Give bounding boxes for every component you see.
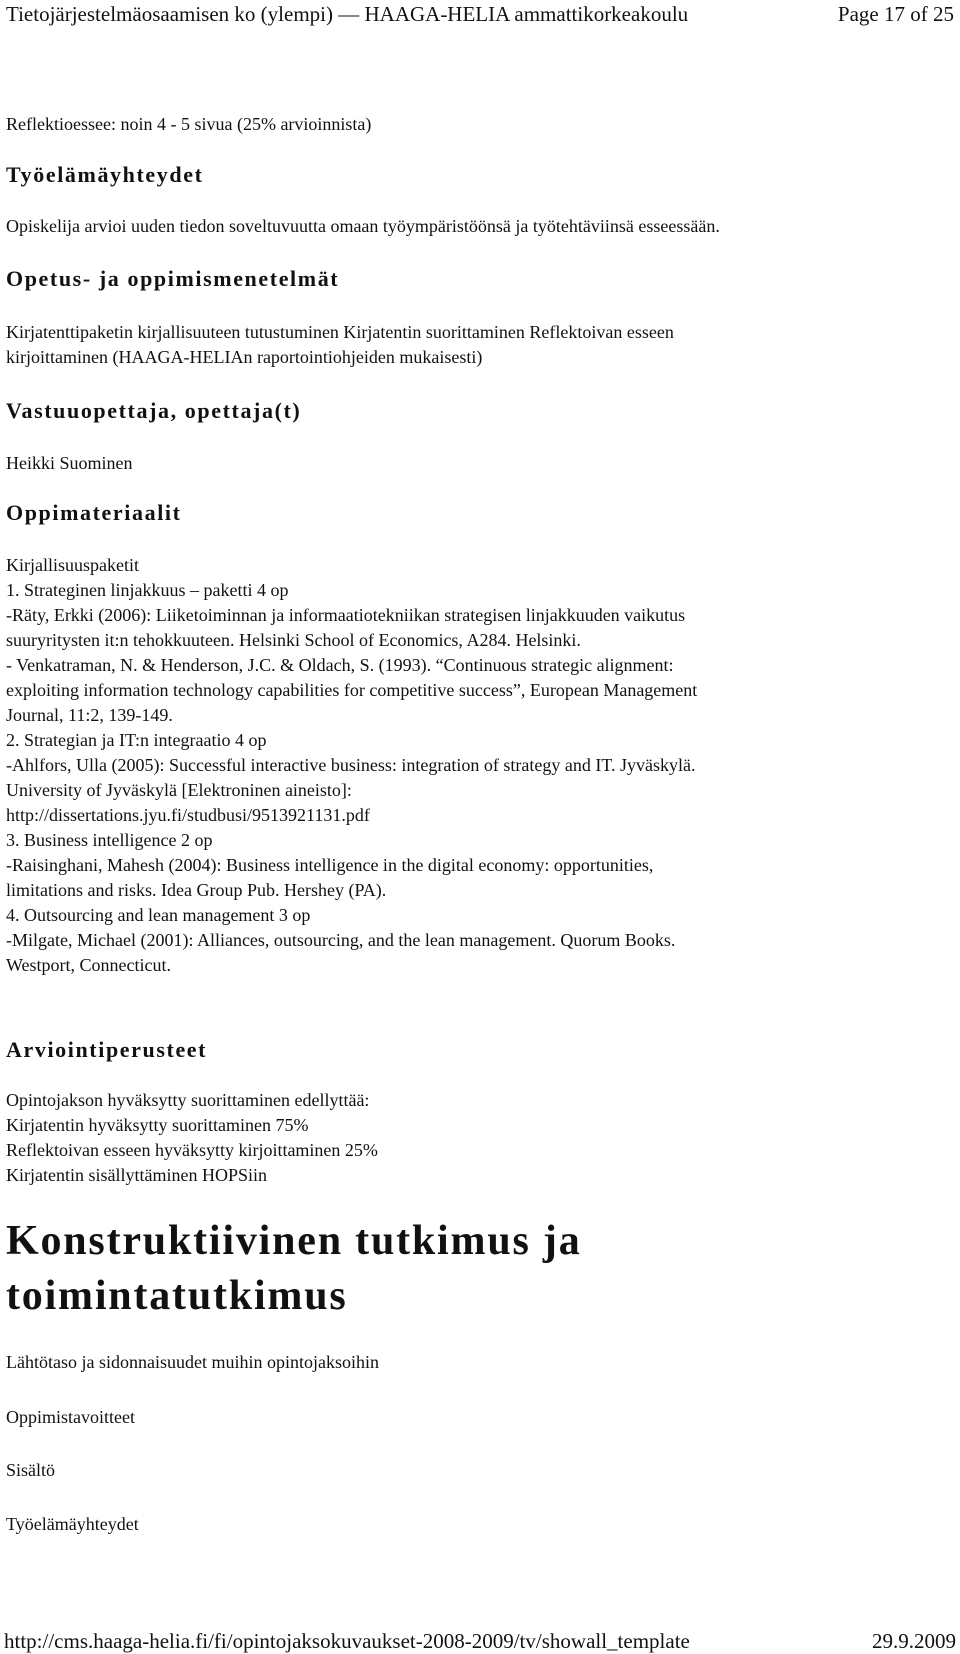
opetus-heading-block [6, 264, 954, 294]
course-title-line: toimintatutkimus [6, 1273, 348, 1319]
lahtotaso-block [6, 1350, 954, 1375]
materiaalit-line: -Milgate, Michael (2001): Alliances, outsourcing, and the lean management. Quorum Books. [6, 930, 676, 950]
materiaalit-line: 2. Strategian ja IT:n integraatio 4 op [6, 730, 267, 750]
arviointi-heading: Arviointiperusteet [6, 1037, 208, 1062]
tyoelamayhteydet-heading: Työelämäyhteydet [6, 1514, 139, 1534]
arviointi-line: Opintojakson hyväksytty suorittaminen edellyttää: [6, 1090, 370, 1110]
tyoelamayhteydet-block [6, 1512, 954, 1537]
materiaalit-line: -Raisinghani, Mahesh (2004): Business intelligence in the digital economy: opportunities, [6, 855, 654, 875]
opetus-text-line: kirjoittaminen (HAAGA-HELIAn raportointiohjeiden mukaisesti) [6, 347, 483, 367]
materiaalit-line: 3. Business intelligence 2 op [6, 830, 213, 850]
opetus-text-line: Kirjatenttipaketin kirjallisuuteen tutustuminen Kirjatentin suorittaminen Reflektoivan esseen [6, 322, 674, 342]
reflection-text: Reflektioessee: noin 4 - 5 sivua (25% arvioinnista) [6, 114, 372, 134]
lahtotaso-heading: Lähtötaso ja sidonnaisuudet muihin opintojaksoihin [6, 1352, 379, 1372]
page-number: Page 17 of 25 [837, 1, 954, 26]
footer-url[interactable]: http://cms.haaga-helia.fi/fi/opintojaksokuvaukset-2008-2009/tv/showall_template [4, 1628, 690, 1653]
sisalto-heading: Sisältö [6, 1460, 56, 1480]
materiaalit-line: 4. Outsourcing and lean management 3 op [6, 905, 311, 925]
arviointi-line: Reflektoivan esseen hyväksytty kirjoittaminen 25% [6, 1140, 378, 1160]
vastuu-heading-block [6, 396, 954, 426]
materiaalit-line: Westport, Connecticut. [6, 955, 172, 975]
sisalto-block [6, 1458, 954, 1483]
opetus-heading: Opetus- ja oppimismenetelmät [6, 266, 340, 291]
vastuu-name-block [6, 451, 954, 476]
page-header [6, 0, 954, 28]
materiaalit-line: University of Jyväskylä [Elektroninen aineisto]: [6, 780, 352, 800]
tyoelama-block [6, 160, 954, 190]
materiaalit-link[interactable]: http://dissertations.jyu.fi/studbusi/9513921131.pdf [6, 805, 370, 825]
materiaalit-line: - Venkatraman, N. & Henderson, J.C. & Oldach, S. (1993). “Continuous strategic alignment: [6, 655, 674, 675]
arviointi-heading-block [6, 1035, 954, 1065]
materiaalit-line: -Räty, Erkki (2006): Liiketoiminnan ja informaatiotekniikan strategisen linjakkuuden vaikutus [6, 605, 686, 625]
materiaalit-line: limitations and risks. Idea Group Pub. Hershey (PA). [6, 880, 387, 900]
materiaalit-heading-block [6, 498, 954, 528]
materiaalit-line: -Ahlfors, Ulla (2005): Successful interactive business: integration of strategy and IT. Jyväskylä. [6, 755, 696, 775]
page-footer [4, 1628, 956, 1654]
document-title: Tietojärjestelmäosaamisen ko (ylempi) — HAAGA-HELIA ammattikorkeakoulu [6, 1, 689, 26]
materiaalit-line: Kirjallisuuspaketit [6, 555, 139, 575]
materiaalit-list [6, 553, 954, 978]
materiaalit-line: 1. Strateginen linjakkuus – paketti 4 op [6, 580, 289, 600]
arviointi-line: Kirjatentin sisällyttäminen HOPSiin [6, 1165, 267, 1185]
course-title-line: Konstruktiivinen tutkimus ja [6, 1218, 582, 1264]
oppimistavoitteet-heading: Oppimistavoitteet [6, 1407, 135, 1427]
oppimistavoitteet-block [6, 1405, 954, 1430]
reflection-block [6, 112, 954, 137]
arviointi-list [6, 1088, 954, 1188]
teacher-name: Heikki Suominen [6, 453, 133, 473]
materiaalit-line: exploiting information technology capabilities for competitive success”, European Management [6, 680, 698, 700]
footer-date: 29.9.2009 [872, 1628, 956, 1653]
materiaalit-line: suuryritysten it:n tehokkuuteen. Helsinki School of Economics, A284. Helsinki. [6, 630, 581, 650]
tyoelama-text-block [6, 214, 954, 239]
arviointi-line: Kirjatentin hyväksytty suorittaminen 75% [6, 1115, 309, 1135]
opetus-text-block [6, 320, 954, 370]
materiaalit-line: Journal, 11:2, 139-149. [6, 705, 173, 725]
materiaalit-heading: Oppimateriaalit [6, 500, 182, 525]
course-title-block [6, 1214, 954, 1324]
vastuu-heading: Vastuuopettaja, opettaja(t) [6, 398, 302, 423]
tyoelama-heading: Työelämäyhteydet [6, 162, 204, 187]
tyoelama-text: Opiskelija arvioi uuden tiedon soveltuvuutta omaan työympäristöönsä ja työtehtäviinsä esseessään. [6, 216, 720, 236]
